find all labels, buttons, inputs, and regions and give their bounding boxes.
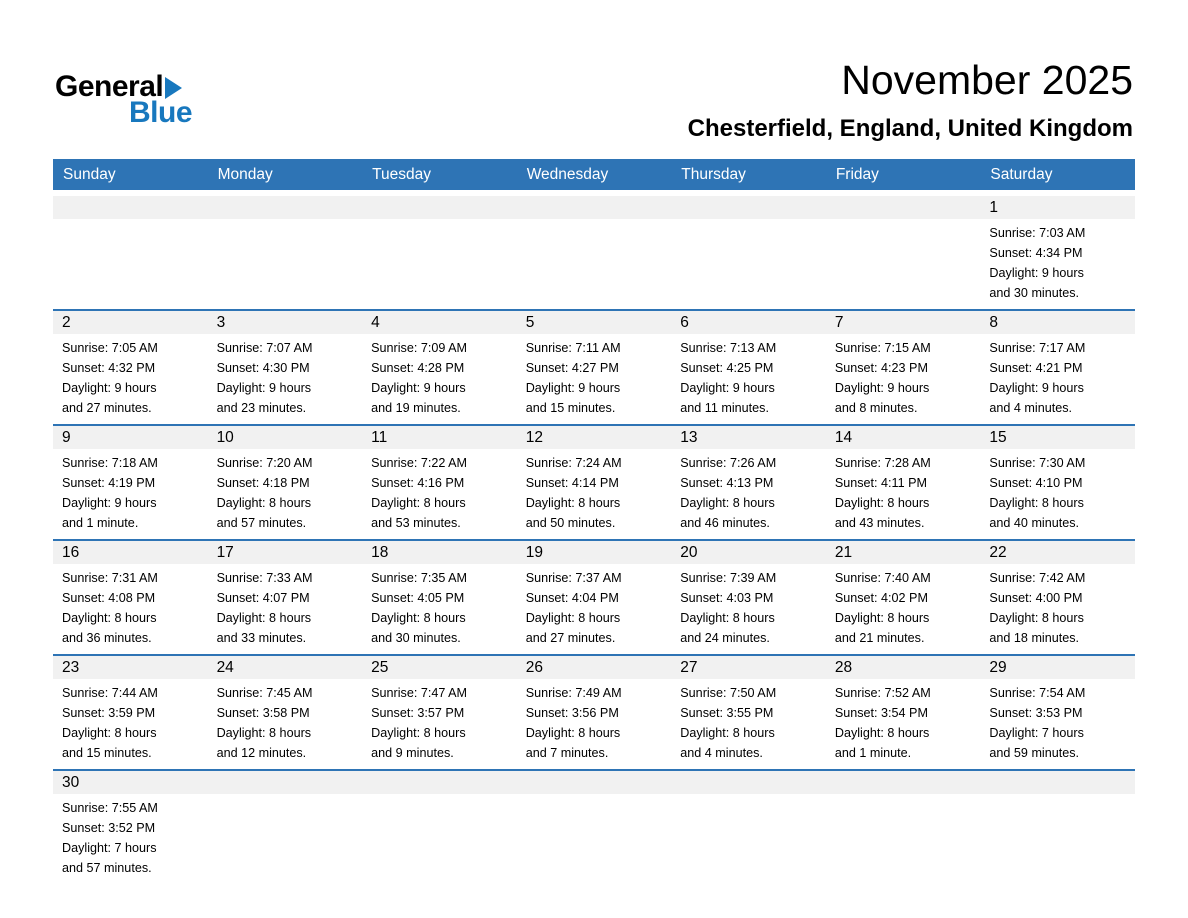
day-details	[671, 334, 826, 424]
daylight-text-line1: Daylight: 9 hours	[680, 381, 775, 396]
day-details	[826, 334, 981, 424]
daylight-text-line1: Daylight: 8 hours	[216, 726, 312, 741]
day-number: 18	[362, 541, 517, 564]
day-number: 2	[53, 311, 208, 334]
day-details	[362, 564, 517, 654]
empty-day-cell	[362, 196, 517, 309]
daylight-text-line1: Daylight: 7 hours	[62, 841, 157, 856]
daylight-text-line1: Daylight: 8 hours	[680, 611, 775, 626]
day-number	[671, 196, 826, 219]
daylight-text-line2: and 12 minutes.	[216, 746, 307, 761]
day-number: 25	[362, 656, 517, 679]
daylight-text-line2: and 30 minutes.	[989, 286, 1080, 301]
sunrise-text: Sunrise: 7:03 AM	[989, 226, 1086, 241]
sunrise-text: Sunrise: 7:42 AM	[989, 571, 1086, 586]
day-number	[208, 771, 363, 794]
sunset-text: Sunset: 4:32 PM	[62, 361, 156, 376]
sunset-text: Sunset: 4:34 PM	[989, 246, 1083, 261]
daylight-text-line2: and 23 minutes.	[216, 401, 307, 416]
day-cell	[362, 311, 517, 424]
day-details	[980, 679, 1135, 769]
sunset-text: Sunset: 3:56 PM	[525, 706, 619, 721]
day-number: 9	[53, 426, 208, 449]
day-cell	[517, 541, 672, 654]
day-cell	[208, 656, 363, 769]
daylight-text-line1: Daylight: 7 hours	[989, 726, 1084, 741]
sunset-text: Sunset: 3:54 PM	[834, 706, 928, 721]
daylight-text-line1: Daylight: 9 hours	[62, 496, 157, 511]
day-details	[517, 564, 672, 654]
day-number: 29	[980, 656, 1135, 679]
day-number	[671, 771, 826, 794]
weekday-monday: Monday	[217, 165, 273, 183]
weekday-friday: Friday	[835, 165, 879, 183]
sunset-text: Sunset: 4:00 PM	[989, 591, 1083, 606]
daylight-text-line2: and 46 minutes.	[680, 516, 770, 531]
daylight-text-line1: Daylight: 8 hours	[525, 611, 621, 626]
day-cell	[362, 541, 517, 654]
day-number: 14	[826, 426, 981, 449]
daylight-text-line2: and 21 minutes.	[834, 631, 925, 646]
day-cell	[517, 426, 672, 539]
sunrise-text: Sunrise: 7:24 AM	[525, 456, 622, 471]
sunrise-text: Sunrise: 7:20 AM	[216, 456, 313, 471]
weekday-sunday: Sunday	[63, 165, 116, 183]
sunrise-text: Sunrise: 7:26 AM	[680, 456, 777, 471]
sunset-text: Sunset: 4:10 PM	[989, 476, 1083, 491]
sunrise-text: Sunrise: 7:47 AM	[371, 686, 468, 701]
daylight-text-line1: Daylight: 9 hours	[525, 381, 621, 396]
daylight-text-line2: and 18 minutes.	[989, 631, 1080, 646]
day-number: 21	[826, 541, 981, 564]
daylight-text-line1: Daylight: 8 hours	[371, 496, 466, 511]
day-cell	[671, 541, 826, 654]
day-details	[671, 679, 826, 769]
day-number: 26	[517, 656, 672, 679]
daylight-text-line2: and 8 minutes.	[834, 401, 918, 416]
day-number: 6	[671, 311, 826, 334]
daylight-text-line2: and 15 minutes.	[62, 746, 152, 761]
daylight-text-line1: Daylight: 8 hours	[525, 726, 621, 741]
day-details	[671, 564, 826, 654]
empty-day-cell	[53, 196, 208, 309]
day-details	[53, 679, 208, 769]
day-number: 4	[362, 311, 517, 334]
day-cell	[980, 426, 1135, 539]
empty-day-cell	[826, 196, 981, 309]
daylight-text-line1: Daylight: 9 hours	[989, 266, 1084, 281]
sunrise-text: Sunrise: 7:13 AM	[680, 341, 777, 356]
daylight-text-line1: Daylight: 8 hours	[834, 496, 930, 511]
daylight-text-line1: Daylight: 8 hours	[216, 496, 312, 511]
day-number	[980, 771, 1135, 794]
day-number: 3	[208, 311, 363, 334]
page-header	[0, 0, 1188, 159]
daylight-text-line2: and 33 minutes.	[216, 631, 307, 646]
day-cell	[208, 541, 363, 654]
day-cell	[53, 426, 208, 539]
day-details	[826, 564, 981, 654]
general-blue-logo	[55, 58, 192, 128]
sunrise-text: Sunrise: 7:07 AM	[216, 341, 313, 356]
weekday-tuesday: Tuesday	[372, 165, 432, 183]
day-cell	[53, 311, 208, 424]
daylight-text-line2: and 59 minutes.	[989, 746, 1080, 761]
day-details	[671, 449, 826, 539]
sunset-text: Sunset: 4:14 PM	[525, 476, 619, 491]
day-cell	[53, 656, 208, 769]
sunrise-text: Sunrise: 7:22 AM	[371, 456, 468, 471]
day-details	[980, 564, 1135, 654]
sunrise-text: Sunrise: 7:05 AM	[62, 341, 158, 356]
sunrise-text: Sunrise: 7:11 AM	[525, 341, 621, 356]
empty-day-cell	[208, 771, 363, 884]
day-cell	[980, 541, 1135, 654]
daylight-text-line2: and 19 minutes.	[371, 401, 461, 416]
day-details	[517, 449, 672, 539]
sunrise-text: Sunrise: 7:31 AM	[62, 571, 158, 586]
sunrise-text: Sunrise: 7:35 AM	[371, 571, 468, 586]
daylight-text-line1: Daylight: 8 hours	[680, 726, 775, 741]
empty-day-cell	[517, 771, 672, 884]
sunset-text: Sunset: 4:28 PM	[371, 361, 465, 376]
daylight-text-line1: Daylight: 9 hours	[989, 381, 1084, 396]
day-number: 1	[980, 196, 1135, 219]
sunset-text: Sunset: 4:16 PM	[371, 476, 465, 491]
sunrise-text: Sunrise: 7:40 AM	[834, 571, 931, 586]
sunset-text: Sunset: 4:04 PM	[525, 591, 619, 606]
day-details	[980, 219, 1135, 309]
sunset-text: Sunset: 4:18 PM	[216, 476, 310, 491]
daylight-text-line2: and 1 minute.	[834, 746, 912, 761]
day-number: 17	[208, 541, 363, 564]
daylight-text-line2: and 27 minutes.	[525, 631, 616, 646]
sunrise-text: Sunrise: 7:54 AM	[989, 686, 1086, 701]
sunset-text: Sunset: 4:25 PM	[680, 361, 774, 376]
day-cell	[980, 656, 1135, 769]
day-details	[362, 449, 517, 539]
day-number	[362, 771, 517, 794]
weekday-saturday: Saturday	[990, 165, 1053, 183]
day-number: 19	[517, 541, 672, 564]
day-cell	[208, 426, 363, 539]
daylight-text-line2: and 15 minutes.	[525, 401, 616, 416]
sunset-text: Sunset: 4:19 PM	[62, 476, 156, 491]
day-cell	[826, 541, 981, 654]
day-number: 27	[671, 656, 826, 679]
sunrise-text: Sunrise: 7:37 AM	[525, 571, 622, 586]
day-number	[517, 771, 672, 794]
page-title: November 2025	[841, 57, 1133, 103]
day-number: 5	[517, 311, 672, 334]
week-row	[53, 424, 1135, 539]
day-number: 16	[53, 541, 208, 564]
day-details	[208, 564, 363, 654]
daylight-text-line1: Daylight: 8 hours	[989, 496, 1084, 511]
sunset-text: Sunset: 4:11 PM	[834, 476, 928, 491]
sunset-text: Sunset: 4:27 PM	[525, 361, 619, 376]
week-row	[53, 196, 1135, 309]
day-number: 20	[671, 541, 826, 564]
day-cell	[826, 426, 981, 539]
day-cell	[53, 541, 208, 654]
sunrise-text: Sunrise: 7:17 AM	[989, 341, 1086, 356]
sunset-text: Sunset: 4:03 PM	[680, 591, 774, 606]
empty-day-cell	[826, 771, 981, 884]
sunrise-text: Sunrise: 7:28 AM	[834, 456, 931, 471]
page-subtitle: Chesterfield, England, United Kingdom	[687, 115, 1133, 143]
day-cell	[980, 196, 1135, 309]
day-number	[826, 196, 981, 219]
sunset-text: Sunset: 3:53 PM	[989, 706, 1083, 721]
sunrise-text: Sunrise: 7:49 AM	[525, 686, 622, 701]
calendar	[53, 159, 1135, 884]
empty-day-cell	[980, 771, 1135, 884]
day-details	[362, 679, 517, 769]
day-cell	[671, 311, 826, 424]
day-number: 22	[980, 541, 1135, 564]
empty-day-cell	[517, 196, 672, 309]
daylight-text-line2: and 27 minutes.	[62, 401, 152, 416]
daylight-text-line2: and 53 minutes.	[371, 516, 461, 531]
day-cell	[53, 771, 208, 884]
sunrise-text: Sunrise: 7:45 AM	[216, 686, 313, 701]
day-cell	[517, 656, 672, 769]
day-number: 7	[826, 311, 981, 334]
daylight-text-line2: and 57 minutes.	[216, 516, 307, 531]
sunset-text: Sunset: 4:21 PM	[989, 361, 1083, 376]
weekday-header	[53, 159, 1135, 190]
sunset-text: Sunset: 3:57 PM	[371, 706, 465, 721]
day-number	[517, 196, 672, 219]
day-number: 30	[53, 771, 208, 794]
day-details	[53, 449, 208, 539]
daylight-text-line1: Daylight: 8 hours	[62, 611, 157, 626]
daylight-text-line2: and 9 minutes.	[371, 746, 454, 761]
daylight-text-line1: Daylight: 9 hours	[62, 381, 157, 396]
daylight-text-line1: Daylight: 9 hours	[371, 381, 466, 396]
day-details	[826, 679, 981, 769]
sunset-text: Sunset: 4:02 PM	[834, 591, 928, 606]
sunset-text: Sunset: 3:59 PM	[62, 706, 156, 721]
sunset-text: Sunset: 4:30 PM	[216, 361, 310, 376]
sunset-text: Sunset: 4:08 PM	[62, 591, 156, 606]
weekday-thursday: Thursday	[681, 165, 746, 183]
sunrise-text: Sunrise: 7:30 AM	[989, 456, 1086, 471]
logo-text-blue: Blue	[129, 96, 193, 129]
sunset-text: Sunset: 4:13 PM	[680, 476, 774, 491]
day-details	[208, 449, 363, 539]
daylight-text-line1: Daylight: 8 hours	[371, 726, 466, 741]
day-number: 24	[208, 656, 363, 679]
empty-day-cell	[362, 771, 517, 884]
daylight-text-line1: Daylight: 8 hours	[834, 611, 930, 626]
empty-day-cell	[671, 196, 826, 309]
sunset-text: Sunset: 4:23 PM	[834, 361, 928, 376]
day-number: 23	[53, 656, 208, 679]
day-details	[53, 564, 208, 654]
sunrise-text: Sunrise: 7:39 AM	[680, 571, 777, 586]
day-cell	[671, 426, 826, 539]
day-details	[980, 334, 1135, 424]
daylight-text-line2: and 43 minutes.	[834, 516, 925, 531]
day-number	[53, 196, 208, 219]
day-cell	[980, 311, 1135, 424]
daylight-text-line1: Daylight: 8 hours	[371, 611, 466, 626]
day-number	[362, 196, 517, 219]
daylight-text-line2: and 4 minutes.	[680, 746, 763, 761]
day-cell	[208, 311, 363, 424]
day-number	[208, 196, 363, 219]
sunrise-text: Sunrise: 7:55 AM	[62, 801, 158, 816]
day-details	[208, 679, 363, 769]
day-number: 28	[826, 656, 981, 679]
daylight-text-line2: and 30 minutes.	[371, 631, 461, 646]
day-number: 8	[980, 311, 1135, 334]
day-details	[53, 334, 208, 424]
week-row	[53, 769, 1135, 884]
day-cell	[671, 656, 826, 769]
daylight-text-line1: Daylight: 8 hours	[989, 611, 1084, 626]
day-details	[208, 334, 363, 424]
sunrise-text: Sunrise: 7:33 AM	[216, 571, 313, 586]
sunset-text: Sunset: 3:55 PM	[680, 706, 774, 721]
daylight-text-line2: and 40 minutes.	[989, 516, 1080, 531]
daylight-text-line1: Daylight: 8 hours	[62, 726, 157, 741]
sunset-text: Sunset: 4:07 PM	[216, 591, 310, 606]
day-cell	[826, 311, 981, 424]
sunrise-text: Sunrise: 7:44 AM	[62, 686, 158, 701]
daylight-text-line1: Daylight: 8 hours	[680, 496, 775, 511]
day-details	[517, 334, 672, 424]
week-row	[53, 539, 1135, 654]
daylight-text-line1: Daylight: 8 hours	[834, 726, 930, 741]
daylight-text-line1: Daylight: 8 hours	[525, 496, 621, 511]
day-number: 10	[208, 426, 363, 449]
daylight-text-line2: and 36 minutes.	[62, 631, 152, 646]
daylight-text-line2: and 7 minutes.	[525, 746, 609, 761]
empty-day-cell	[208, 196, 363, 309]
day-cell	[362, 426, 517, 539]
day-number	[826, 771, 981, 794]
daylight-text-line1: Daylight: 9 hours	[834, 381, 930, 396]
empty-day-cell	[671, 771, 826, 884]
daylight-text-line1: Daylight: 8 hours	[216, 611, 312, 626]
sunrise-text: Sunrise: 7:18 AM	[62, 456, 158, 471]
week-row	[53, 309, 1135, 424]
week-row	[53, 654, 1135, 769]
day-number: 12	[517, 426, 672, 449]
daylight-text-line2: and 24 minutes.	[680, 631, 770, 646]
sunset-text: Sunset: 4:05 PM	[371, 591, 465, 606]
day-number: 11	[362, 426, 517, 449]
sunrise-text: Sunrise: 7:15 AM	[834, 341, 931, 356]
sunset-text: Sunset: 3:52 PM	[62, 821, 156, 836]
daylight-text-line2: and 50 minutes.	[525, 516, 616, 531]
calendar-weeks	[53, 196, 1135, 884]
daylight-text-line2: and 4 minutes.	[989, 401, 1073, 416]
daylight-text-line1: Daylight: 9 hours	[216, 381, 312, 396]
day-details	[826, 449, 981, 539]
day-number: 13	[671, 426, 826, 449]
sunset-text: Sunset: 3:58 PM	[216, 706, 310, 721]
day-details	[980, 449, 1135, 539]
day-cell	[517, 311, 672, 424]
day-number: 15	[980, 426, 1135, 449]
sunrise-text: Sunrise: 7:50 AM	[680, 686, 777, 701]
day-cell	[362, 656, 517, 769]
day-details	[362, 334, 517, 424]
day-details	[517, 679, 672, 769]
sunrise-text: Sunrise: 7:52 AM	[834, 686, 931, 701]
sunrise-text: Sunrise: 7:09 AM	[371, 341, 468, 356]
daylight-text-line2: and 57 minutes.	[62, 861, 152, 876]
day-details	[53, 794, 208, 884]
daylight-text-line2: and 1 minute.	[62, 516, 139, 531]
logo-text-general: General	[55, 70, 164, 103]
day-cell	[826, 656, 981, 769]
heading-block	[192, 58, 1133, 143]
daylight-text-line2: and 11 minutes.	[680, 401, 769, 416]
weekday-wednesday: Wednesday	[526, 165, 609, 183]
